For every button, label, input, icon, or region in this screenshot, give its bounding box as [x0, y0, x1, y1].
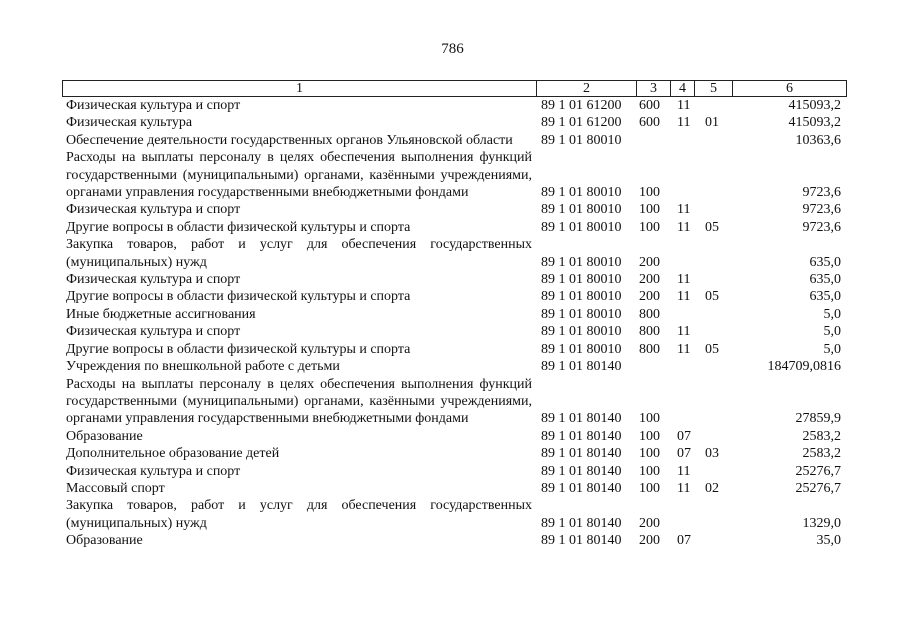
row-expense-type: 800 — [639, 306, 660, 322]
row-expense-type: 100 — [639, 411, 660, 427]
row-name: Обеспечение деятельности государственных органов Ульяновской области — [66, 132, 513, 148]
row-section: 07 — [677, 428, 691, 444]
row-section: 11 — [677, 289, 691, 305]
row-code: 89 1 01 80140 — [541, 533, 622, 549]
table-row — [62, 428, 847, 445]
header-col-6: 6 — [732, 81, 846, 96]
row-expense-type: 800 — [639, 341, 660, 357]
page-number: 786 — [441, 41, 464, 57]
row-code: 89 1 01 80010 — [541, 219, 622, 235]
row-code: 89 1 01 80010 — [541, 185, 622, 201]
row-code: 89 1 01 61200 — [541, 115, 622, 131]
row-name: Физическая культура и спорт — [66, 202, 241, 218]
row-section: 07 — [677, 533, 691, 549]
row-expense-type: 100 — [639, 446, 660, 462]
row-amount: 635,0 — [809, 272, 841, 288]
header-col-4: 4 — [670, 81, 694, 96]
row-name: Другие вопросы в области физической культуры и спорта — [66, 289, 411, 305]
row-code: 89 1 01 80010 — [541, 272, 622, 288]
row-section: 11 — [677, 202, 691, 218]
table-row — [62, 97, 847, 114]
row-section: 07 — [677, 446, 691, 462]
row-expense-type: 200 — [639, 254, 660, 270]
row-name: Закупка товаров, работ и услуг для обеспечения государственных (муниципальных) нужд — [66, 237, 532, 270]
table-row — [62, 532, 847, 549]
row-expense-type: 200 — [639, 272, 660, 288]
row-section: 11 — [677, 480, 691, 496]
header-col-3: 3 — [636, 81, 670, 96]
table-row — [62, 463, 847, 480]
row-amount: 2583,2 — [802, 446, 841, 462]
table-row — [62, 323, 847, 340]
row-amount: 25276,7 — [795, 480, 841, 496]
row-amount: 635,0 — [809, 289, 841, 305]
row-subsection: 01 — [705, 115, 719, 131]
row-expense-type: 200 — [639, 289, 660, 305]
row-section: 11 — [677, 463, 691, 479]
row-subsection: 05 — [705, 289, 719, 305]
row-name: Дополнительное образование детей — [66, 446, 280, 462]
table-row — [62, 288, 847, 305]
row-expense-type: 100 — [639, 202, 660, 218]
table-header — [62, 80, 847, 97]
row-code: 89 1 01 80140 — [541, 359, 622, 375]
row-name: Другие вопросы в области физической культуры и спорта — [66, 219, 411, 235]
row-code: 89 1 01 80140 — [541, 446, 622, 462]
row-code: 89 1 01 80140 — [541, 428, 622, 444]
table-row — [62, 149, 847, 201]
row-code: 89 1 01 61200 — [541, 98, 622, 113]
row-expense-type: 600 — [639, 115, 660, 131]
table-row — [62, 358, 847, 375]
row-expense-type: 600 — [639, 98, 660, 113]
header-col-5: 5 — [694, 81, 732, 96]
row-name: Физическая культура — [66, 115, 193, 131]
row-section: 11 — [677, 272, 691, 288]
row-code: 89 1 01 80010 — [541, 306, 622, 322]
row-code: 89 1 01 80010 — [541, 289, 622, 305]
row-expense-type: 200 — [639, 533, 660, 549]
table-row — [62, 497, 847, 532]
row-amount: 5,0 — [823, 341, 841, 357]
row-code: 89 1 01 80140 — [541, 463, 622, 479]
row-name: Физическая культура и спорт — [66, 98, 241, 113]
row-code: 89 1 01 80010 — [541, 132, 622, 148]
row-amount: 35,0 — [816, 533, 841, 549]
row-code: 89 1 01 80010 — [541, 254, 622, 270]
header-col-1: 1 — [296, 81, 303, 96]
row-section: 11 — [677, 98, 691, 113]
row-code: 89 1 01 80140 — [541, 480, 622, 496]
row-code: 89 1 01 80010 — [541, 341, 622, 357]
header-col-2: 2 — [536, 81, 636, 96]
row-amount: 184709,0816 — [767, 359, 841, 375]
row-expense-type: 100 — [639, 185, 660, 201]
row-name: Другие вопросы в области физической культуры и спорта — [66, 341, 411, 357]
row-subsection: 02 — [705, 480, 719, 496]
table-row — [62, 219, 847, 236]
row-amount: 9723,6 — [802, 202, 841, 218]
row-code: 89 1 01 80010 — [541, 324, 622, 340]
row-code: 89 1 01 80140 — [541, 411, 622, 427]
row-name: Учреждения по внешкольной работе с детьми — [66, 359, 340, 375]
table-row — [62, 376, 847, 428]
row-amount: 9723,6 — [802, 185, 841, 201]
row-name: Расходы на выплаты персоналу в целях обеспечения выполнения функций государственными (муниципальными) органами, казёнными учреждениями, органами управления государственными внебюджетными фондами — [66, 150, 532, 201]
row-name: Физическая культура и спорт — [66, 272, 241, 288]
row-name: Образование — [66, 533, 143, 549]
row-amount: 5,0 — [823, 306, 841, 322]
row-expense-type: 100 — [639, 463, 660, 479]
row-subsection: 03 — [705, 446, 719, 462]
row-amount: 5,0 — [823, 324, 841, 340]
row-code: 89 1 01 80140 — [541, 515, 622, 531]
row-section: 11 — [677, 324, 691, 340]
row-subsection: 05 — [705, 219, 719, 235]
row-amount: 415093,2 — [788, 115, 841, 131]
row-name: Иные бюджетные ассигнования — [66, 306, 256, 322]
table-body — [62, 97, 847, 550]
table-row — [62, 445, 847, 462]
row-subsection: 05 — [705, 341, 719, 357]
row-name: Расходы на выплаты персоналу в целях обеспечения выполнения функций государственными (муниципальными) органами, казёнными учреждениями, органами управления государственными внебюджетными фондами — [66, 376, 532, 427]
row-amount: 1329,0 — [802, 515, 841, 531]
table-row — [62, 271, 847, 288]
row-code: 89 1 01 80010 — [541, 202, 622, 218]
table-row — [62, 236, 847, 271]
table-row — [62, 114, 847, 131]
row-expense-type: 800 — [639, 324, 660, 340]
row-name: Массовый спорт — [66, 480, 165, 496]
row-amount: 635,0 — [809, 254, 841, 270]
budget-table — [62, 80, 847, 550]
row-amount: 27859,9 — [795, 411, 841, 427]
table-row — [62, 201, 847, 218]
row-expense-type: 100 — [639, 428, 660, 444]
row-name: Физическая культура и спорт — [66, 324, 241, 340]
row-expense-type: 200 — [639, 515, 660, 531]
row-amount: 2583,2 — [802, 428, 841, 444]
row-amount: 25276,7 — [795, 463, 841, 479]
row-name: Образование — [66, 428, 143, 444]
row-amount: 415093,2 — [788, 98, 841, 113]
table-row — [62, 306, 847, 323]
row-name: Закупка товаров, работ и услуг для обеспечения государственных (муниципальных) нужд — [66, 498, 532, 531]
row-expense-type: 100 — [639, 219, 660, 235]
table-row — [62, 480, 847, 497]
row-amount: 10363,6 — [795, 132, 841, 148]
row-name: Физическая культура и спорт — [66, 463, 241, 479]
row-section: 11 — [677, 219, 691, 235]
row-amount: 9723,6 — [802, 219, 841, 235]
row-expense-type: 100 — [639, 480, 660, 496]
table-row — [62, 132, 847, 149]
row-section: 11 — [677, 341, 691, 357]
row-section: 11 — [677, 115, 691, 131]
table-row — [62, 341, 847, 358]
